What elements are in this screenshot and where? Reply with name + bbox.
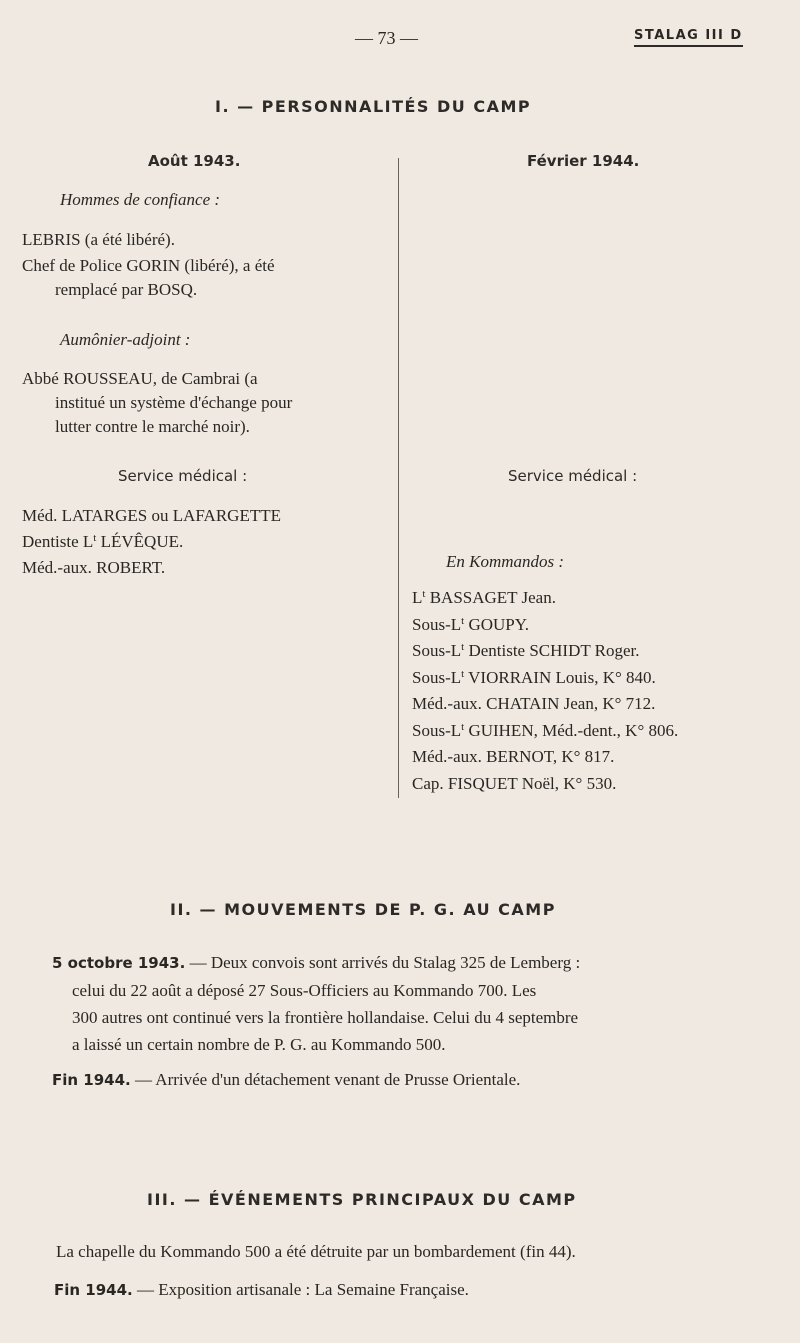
chaplain-line: lutter contre le marché noir). [55, 417, 250, 436]
movement-line: a laissé un certain nombre de P. G. au Kommando 500. [72, 1035, 446, 1054]
column-divider [398, 158, 399, 798]
kommando-entry: Cap. FISQUET Noël, K° 530. [412, 773, 617, 793]
movement-entry: 5 octobre 1943. — Deux convois sont arrivés du Stalag 325 de Lemberg : [52, 953, 581, 972]
movement-entry: Fin 1944. — Arrivée d'un détachement venant de Prusse Orientale. [52, 1070, 521, 1089]
movement-line: celui du 22 août a déposé 27 Sous-Officiers au Kommando 700. Les [72, 981, 537, 1000]
page-number: — 73 — [355, 28, 418, 48]
kommando-entry: $L^t$ BASSAGET Jean. [412, 588, 556, 607]
trustees-label: Hommes de confiance : [60, 190, 221, 209]
kommando-entry: Sous-$L^t$ Dentiste SCHIDT Roger. [412, 641, 640, 660]
kommando-entry: Sous-$L^t$ GOUPY. [412, 614, 530, 634]
kommando-entry: Sous-$L^t$ VIORRAIN Louis, K° 840. [412, 667, 656, 687]
running-title: STALAG III D [634, 28, 743, 47]
section-1-title: I. — PERSONNALITÉS DU CAMP [215, 97, 532, 116]
kommando-entry: Méd.-aux. CHATAIN Jean, K° 712. [412, 694, 656, 713]
right-medical-label: Service médical : [508, 467, 638, 485]
section-3-title: III. — ÉVÉNEMENTS PRINCIPAUX DU CAMP [147, 1190, 577, 1209]
event-entry: Fin 1944. — Exposition artisanale : La Semaine Française. [54, 1280, 469, 1299]
entry-date: 5 octobre 1943. [52, 954, 186, 972]
chaplain-line: Abbé ROUSSEAU, de Cambrai (a [22, 369, 258, 388]
entry-date: Fin 1944. [52, 1071, 131, 1089]
trustee-line: remplacé par BOSQ. [55, 280, 198, 299]
event-line: La chapelle du Kommando 500 a été détruite par un bombardement (fin 44). [56, 1242, 576, 1261]
medical-line: Méd. LATARGES ou LAFARGETTE [22, 506, 281, 525]
movement-line: 300 autres ont continué vers la frontière hollandaise. Celui du 4 septembre [72, 1008, 579, 1027]
left-date: Août 1943. [148, 152, 241, 170]
kommando-entry: Méd.-aux. BERNOT, K° 817. [412, 747, 615, 766]
trustee-line: LEBRIS (a été libéré). [22, 230, 175, 249]
chaplain-label: Aumônier-adjoint : [60, 330, 191, 349]
chaplain-line: institué un système d'échange pour [55, 393, 293, 412]
medical-line: Dentiste $L^t$ LÉVÊQUE. [22, 532, 184, 551]
kommando-entry: Sous-$L^t$ GUIHEN, Méd.-dent., K° 806. [412, 720, 679, 740]
right-date: Février 1944. [527, 152, 640, 170]
left-medical-label: Service médical : [118, 467, 248, 485]
kommandos-label: En Kommandos : [446, 552, 565, 571]
entry-date: Fin 1944. [54, 1281, 133, 1299]
section-2-title: II. — MOUVEMENTS DE P. G. AU CAMP [170, 900, 556, 919]
medical-line: Méd.-aux. ROBERT. [22, 558, 166, 577]
trustee-line: Chef de Police GORIN (libéré), a été [22, 256, 275, 275]
